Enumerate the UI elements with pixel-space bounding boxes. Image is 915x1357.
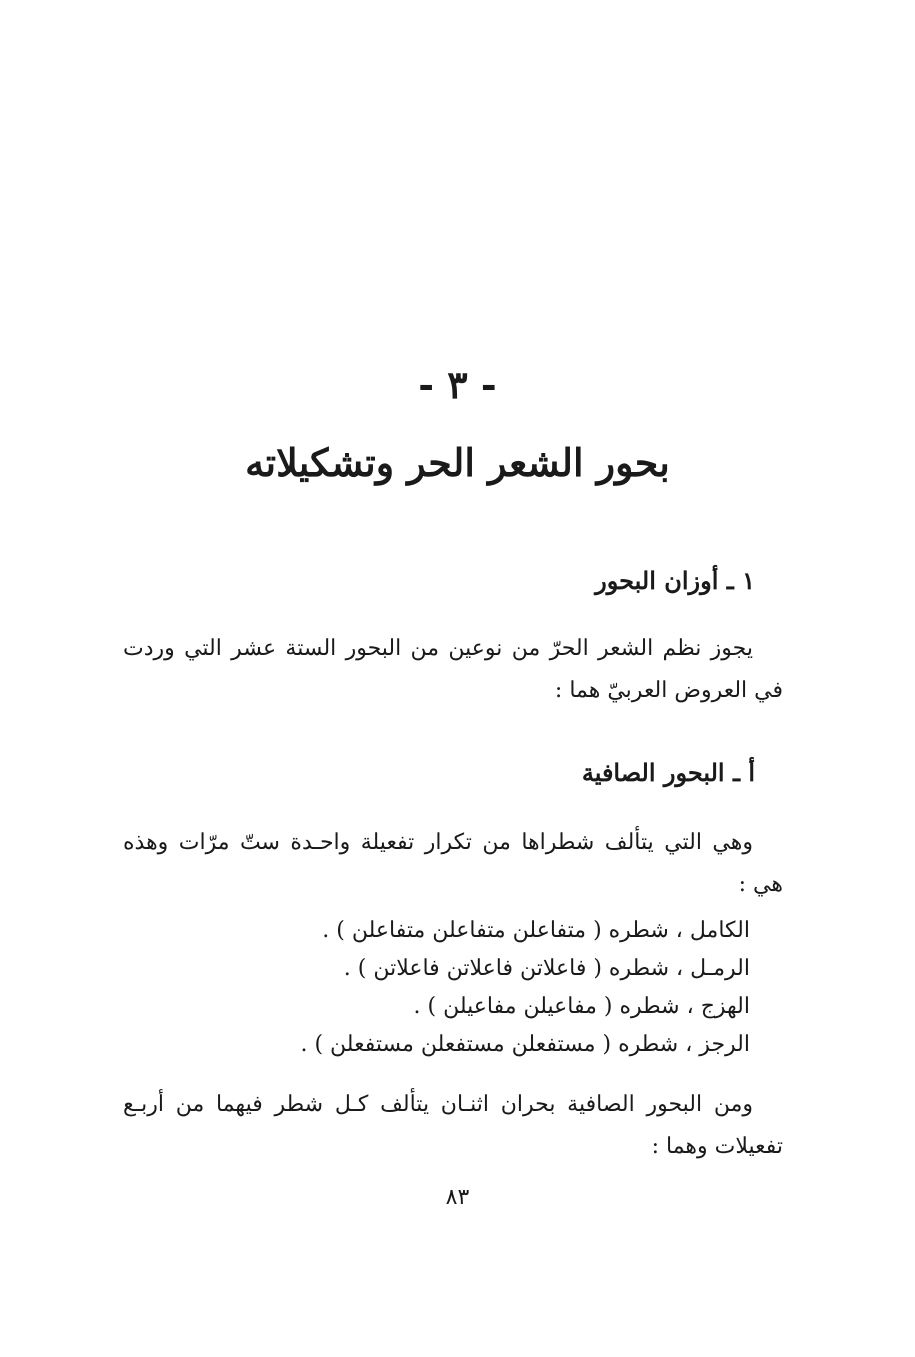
meter-item-ramal: الرمـل ، شطره ( فاعلاتن فاعلاتن فاعلاتن ) . [343, 956, 750, 981]
meter-item-hazaj: الهزج ، شطره ( مفاعيلن مفاعيلن ) . [413, 994, 750, 1019]
chapter-title: بحور الشعر الحر وتشكيلاته [245, 440, 670, 485]
section-intro-paragraph [123, 628, 783, 712]
meter-list [300, 912, 750, 1064]
closing-text: ومن البحور الصافية بحران اثنـان يتألف كـل شطر فيهما من أربـع تفعيلات وهما : [123, 1092, 783, 1159]
closing-paragraph [123, 1084, 783, 1168]
subsection-heading: أ ـ البحور الصافية [581, 758, 755, 787]
subsection-intro-text: وهي التي يتألف شطراها من تكرار تفعيلة واحـدة ستّ مرّات وهذه هي : [123, 830, 783, 897]
meter-item-rajaz: الرجز ، شطره ( مستفعلن مستفعلن مستفعلن ) . [300, 1032, 750, 1057]
section-heading: ١ ـ أوزان البحور [595, 566, 755, 595]
page-number: ٨٣ [445, 1185, 470, 1210]
meter-item-kamil: الكامل ، شطره ( متفاعلن متفاعلن متفاعلن ) . [322, 918, 750, 943]
subsection-intro-paragraph [123, 822, 783, 906]
chapter-number: - ٣ - [418, 362, 497, 407]
section-intro-text: يجوز نظم الشعر الحرّ من نوعين من البحور الستة عشر التي وردت في العروض العربيّ هما : [123, 636, 783, 703]
